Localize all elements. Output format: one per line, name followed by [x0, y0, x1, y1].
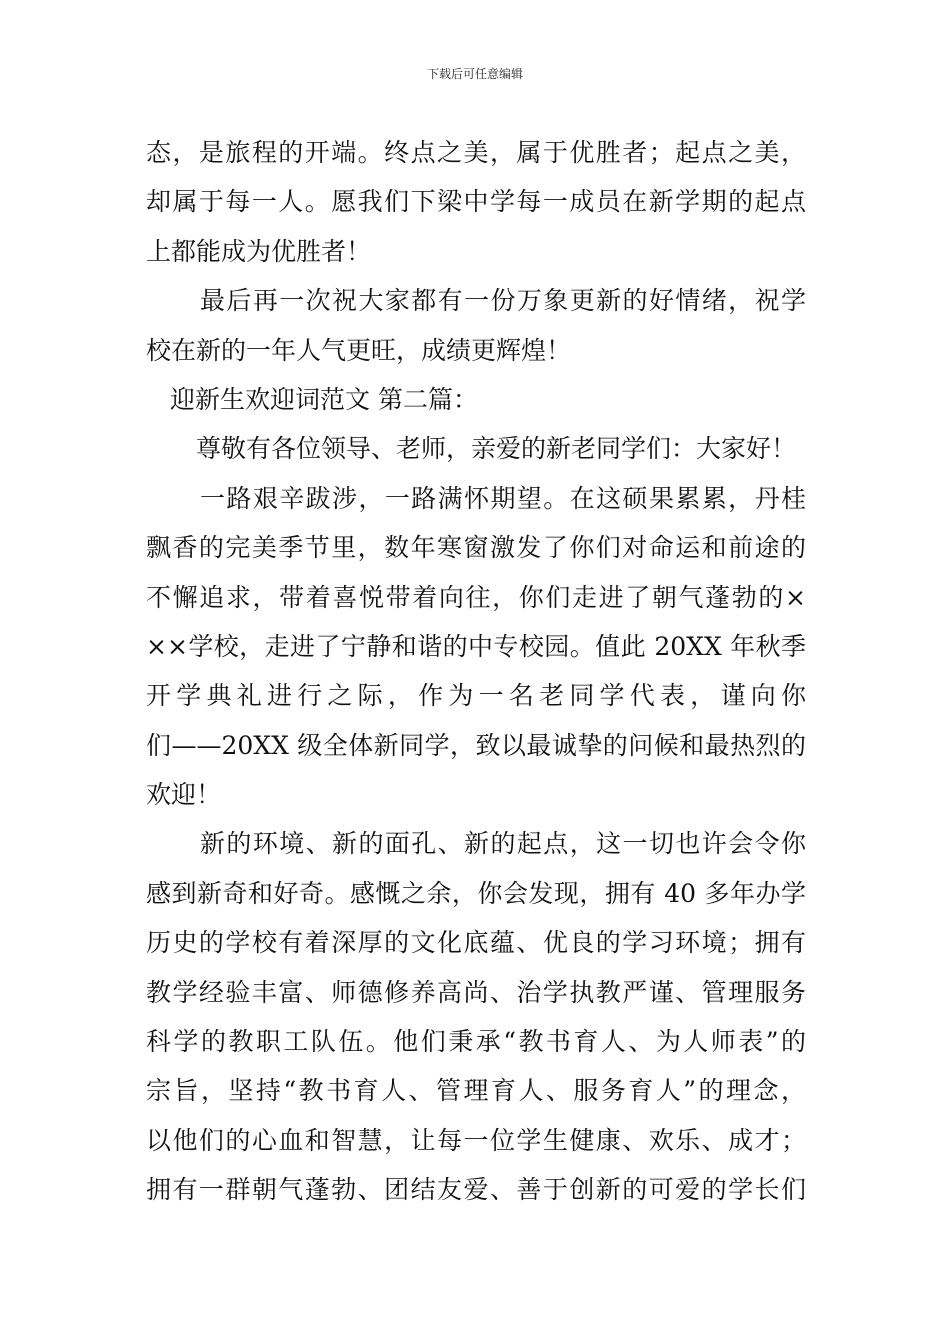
paragraph-line: 教学经验丰富、师德修养高尚、治学执教严谨、管理服务 [146, 977, 806, 1007]
paragraph-line: 校在新的一年人气更旺，成绩更辉煌！ [146, 335, 572, 365]
document-body [146, 128, 806, 1215]
paragraph-line: ××学校，走进了宁静和谐的中专校园。值此 20XX 年秋季 [146, 631, 806, 661]
paragraph-line: 开学典礼进行之际，作为一名老同学代表，谨向你 [146, 681, 806, 711]
section-heading: 迎新生欢迎词范文 第二篇： [170, 384, 478, 414]
paragraph-line: 态，是旅程的开端。终点之美，属于优胜者；起点之美， [146, 138, 806, 167]
paragraph-line: 以他们的心血和智慧，让每一位学生健康、欢乐、成才； [146, 1125, 806, 1155]
paragraph-line: 新的环境、新的面孔、新的起点，这一切也许会令你 [200, 829, 806, 859]
paragraph-line: 历史的学校有着深厚的文化底蕴、优良的学习环境；拥有 [146, 928, 806, 958]
paragraph-line: 最后再一次祝大家都有一份万象更新的好情绪，祝学 [200, 286, 806, 316]
paragraph-line: 不懈追求，带着喜悦带着向往，你们走进了朝气蓬勃的× [146, 582, 806, 612]
paragraph-line: 们——20XX 级全体新同学，致以最诚挚的问候和最热烈的 [146, 730, 806, 760]
paragraph-line: 拥有一群朝气蓬勃、团结友爱、善于创新的可爱的学长们 [146, 1175, 806, 1205]
paragraph-line: 却属于每一人。愿我们下梁中学每一成员在新学期的起点 [146, 187, 806, 217]
paragraph-line: 科学的教职工队伍。他们秉承“教书育人、为人师表”的 [146, 1027, 806, 1057]
salutation-line: 尊敬有各位领导、老师，亲爱的新老同学们：大家好！ [196, 434, 797, 464]
page-header: 下载后可任意编辑 [426, 67, 523, 81]
paragraph-line: 一路艰辛跋涉，一路满怀期望。在这硕果累累，丹桂 [200, 483, 806, 513]
paragraph-line: 宗旨，坚持“教书育人、管理育人、服务育人”的理念， [146, 1076, 806, 1106]
paragraph-line: 上都能成为优胜者！ [146, 236, 372, 266]
paragraph-line: 飘香的完美季节里，数年寒窗激发了你们对命运和前途的 [146, 533, 806, 563]
paragraph-line: 感到新奇和好奇。感慨之余，你会发现，拥有 40 多年办学 [146, 878, 806, 908]
paragraph-line: 欢迎！ [146, 780, 222, 810]
